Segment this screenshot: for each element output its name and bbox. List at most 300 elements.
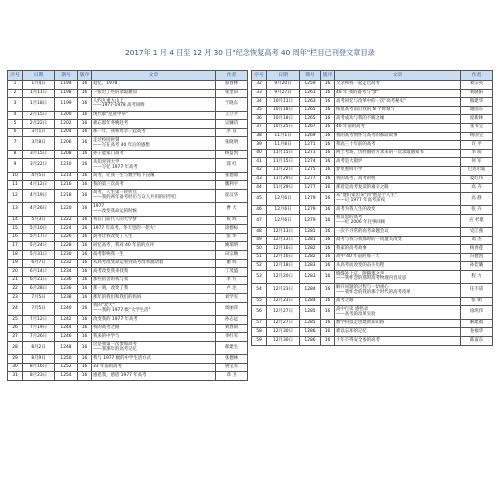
- row-title: 梦里重回小学: [335, 166, 461, 175]
- row-author: 杨春莲: [461, 245, 493, 254]
- row-date: 7月5日: [23, 302, 55, 315]
- row-author: 张 朝: [461, 297, 493, 306]
- row-title: 一张迟了些的录取通知: [92, 89, 216, 98]
- row-date: 12月20日: [267, 271, 300, 284]
- table-row: [8, 81, 248, 90]
- row-title: 十年不得安全参的高考: [335, 337, 461, 346]
- row-issue: 1281: [300, 236, 321, 245]
- table-row: [8, 233, 248, 242]
- row-date: 12月23日: [267, 284, 300, 297]
- row-author: 张 华: [216, 233, 248, 242]
- row-author: 杨益凯: [216, 150, 248, 159]
- row-issue: 1246: [55, 333, 78, 342]
- row-author: 张德林: [216, 355, 248, 364]
- row-author: 曹 天: [216, 203, 248, 216]
- table-row: [252, 306, 493, 319]
- row-issue: 1252: [55, 363, 78, 372]
- table-row: [8, 302, 248, 315]
- row-date: 2月22日: [23, 120, 55, 129]
- row-date: 8月16日: [23, 363, 55, 372]
- row-issue: 1240: [55, 302, 78, 315]
- row-page: 16: [78, 150, 92, 159]
- row-title: 走过校园时刻 ——写在高考 40 年后的感想: [92, 137, 216, 150]
- row-title: 高考是大锻炉: [335, 158, 461, 167]
- row-author: 张奎田: [216, 89, 248, 98]
- row-number: 11: [8, 181, 23, 190]
- row-page: 16: [78, 294, 92, 303]
- row-title: 高考回忆与改革中的一次"高考秘史": [335, 98, 461, 107]
- row-author: 何 军: [461, 158, 493, 167]
- row-date: 12月6日: [267, 206, 300, 215]
- row-author: 邓 卫: [216, 372, 248, 381]
- row-author: 任不诺: [461, 284, 493, 297]
- row-title: 我在门前代人的大学梦: [92, 216, 216, 225]
- row-page: 16: [78, 316, 92, 325]
- row-page: 16: [78, 203, 92, 216]
- row-issue: 1283: [300, 271, 321, 284]
- table-row: [252, 253, 493, 262]
- row-page: 16: [78, 285, 92, 294]
- row-author: 于晓东: [216, 98, 248, 111]
- row-author: 李 萌: [461, 149, 493, 158]
- row-title: 我来的中学与: [92, 333, 216, 342]
- row-title: 追忆，1978: [92, 81, 216, 90]
- row-author: 杨国宝: [461, 132, 493, 141]
- row-number: 25: [8, 316, 23, 325]
- table-row: [8, 189, 248, 202]
- row-title: 1977 年高考，冬天里的一把火！: [92, 225, 216, 234]
- row-date: 2月15日: [23, 111, 55, 120]
- row-author: 巴达尔迪: [461, 166, 493, 175]
- row-author: 孙志远: [216, 316, 248, 325]
- row-page: 16: [321, 115, 335, 124]
- row-number: 52: [252, 262, 267, 271]
- row-issue: 1279: [300, 214, 321, 227]
- row-page: 16: [78, 81, 92, 90]
- row-number: 43: [252, 175, 267, 184]
- header-page: 版序: [78, 71, 92, 81]
- row-issue: 1244: [55, 324, 78, 333]
- row-date: 7月5日: [23, 294, 55, 303]
- row-number: 24: [8, 302, 23, 315]
- row-number: 48: [252, 228, 267, 237]
- row-page: 16: [78, 233, 92, 242]
- row-issue: 1214: [55, 172, 78, 181]
- row-author: 张德福: [216, 172, 248, 181]
- row-author: 张晓明: [216, 137, 248, 150]
- row-date: 11月15日: [267, 158, 300, 167]
- table-row: [252, 284, 493, 297]
- row-number: 45: [252, 192, 267, 205]
- table-row: [8, 355, 248, 364]
- row-number: 27: [8, 333, 23, 342]
- header-author: 作者: [461, 71, 493, 81]
- row-number: 36: [252, 115, 267, 124]
- row-title: 回忆高考，我对 40 年前的点评: [92, 242, 216, 251]
- row-number: 21: [8, 276, 23, 285]
- row-title: 高考让我改变了人生: [92, 233, 216, 242]
- row-page: 16: [321, 166, 335, 175]
- row-issue: 1285: [300, 306, 321, 319]
- row-author: 鲁宝军: [216, 363, 248, 372]
- row-date: 8月9日: [23, 355, 55, 364]
- row-date: 12月23日: [267, 297, 300, 306]
- table-row: [252, 98, 493, 107]
- row-number: 35: [252, 106, 267, 115]
- header-article: 文章: [92, 71, 216, 81]
- table-row: [252, 337, 493, 346]
- row-number: 31: [8, 372, 23, 381]
- row-title: 我家的高考故事: [335, 245, 461, 254]
- row-page: 16: [321, 228, 335, 237]
- row-issue: 1269: [300, 132, 321, 141]
- row-number: 56: [252, 306, 267, 319]
- row-title: 高考与我与我那时的一同遭关改变: [335, 236, 461, 245]
- row-page: 16: [78, 268, 92, 277]
- row-issue: 1230: [55, 251, 78, 260]
- table-row: [8, 251, 248, 260]
- row-page: 16: [321, 236, 335, 245]
- row-title: 我反思的高考 ——纪 2006 年往事回顾: [335, 214, 461, 227]
- row-title: 那些宿舍的我与我: [92, 276, 216, 285]
- table-row: [252, 175, 493, 184]
- row-number: 28: [8, 341, 23, 354]
- row-date: 10月11日: [267, 98, 300, 107]
- table-row: [8, 172, 248, 181]
- row-issue: 1236: [55, 285, 78, 294]
- row-number: 26: [8, 324, 23, 333]
- row-title: 两上考场，历经曲折方求来的一次录取通知书: [335, 149, 461, 158]
- row-page: 16: [321, 319, 335, 328]
- table-row: [8, 111, 248, 120]
- row-page: 16: [78, 137, 92, 150]
- row-page: 16: [321, 132, 335, 141]
- row-date: 11月29日: [267, 175, 300, 184]
- row-date: 11月15日: [267, 149, 300, 158]
- row-date: 8月2日: [23, 341, 55, 354]
- row-issue: 1275: [300, 166, 321, 175]
- header-page: 版序: [321, 71, 335, 81]
- table-row: [252, 123, 493, 132]
- row-title: 40 年 我的备考与"梦": [335, 89, 461, 98]
- row-author: 祝 辉: [216, 216, 248, 225]
- table-row: [8, 285, 248, 294]
- table-header-row: [252, 71, 493, 81]
- row-issue: 1261: [300, 89, 321, 98]
- row-author: 郝建生: [216, 341, 248, 354]
- table-row: [252, 236, 493, 245]
- row-title: 数学科技走创建新知识路: [335, 319, 461, 328]
- row-number: 57: [252, 319, 267, 328]
- row-number: 9: [8, 159, 23, 172]
- row-page: 16: [321, 106, 335, 115]
- row-number: 49: [252, 236, 267, 245]
- row-date: 5月17日: [23, 233, 55, 242]
- row-date: 6月28日: [23, 285, 55, 294]
- row-number: 15: [8, 225, 23, 234]
- row-number: 51: [252, 253, 267, 262]
- row-author: 程 力: [461, 271, 493, 284]
- row-issue: 1283: [300, 262, 321, 271]
- row-number: 50: [252, 245, 267, 254]
- row-page: 16: [321, 306, 335, 319]
- row-title: 感恩我，感恩 1977 年高考: [92, 372, 216, 381]
- row-page: 16: [78, 225, 92, 234]
- row-page: 16: [321, 262, 335, 271]
- row-number: 18: [8, 251, 23, 260]
- header-no: 序号: [252, 71, 267, 81]
- row-date: 7月12日: [23, 316, 55, 325]
- row-date: 12月16日: [267, 245, 300, 254]
- row-author: 崔汉华: [216, 189, 248, 202]
- row-author: 姚瑞明: [216, 242, 248, 251]
- table-row: [252, 192, 493, 205]
- row-page: 16: [78, 172, 92, 181]
- row-page: 16: [78, 242, 92, 251]
- row-title: 我的高考之路: [92, 324, 216, 333]
- table-row: [8, 216, 248, 225]
- table-body-right: [252, 81, 493, 346]
- row-title: 父亲和我一起走过高考: [335, 81, 461, 90]
- row-title: 人约九重九山上 ——1977-1978 高考回眸: [92, 98, 216, 111]
- row-author: 解建福: [461, 319, 493, 328]
- row-date: 5月10日: [23, 225, 55, 234]
- row-author: 卢 达: [216, 285, 248, 294]
- row-author: 刘春雨: [216, 324, 248, 333]
- row-date: 12月27日: [267, 319, 300, 328]
- row-number: 34: [252, 98, 267, 107]
- row-number: 32: [252, 81, 267, 90]
- row-date: 11月1日: [267, 132, 300, 141]
- row-issue: 1277: [300, 175, 321, 184]
- row-number: 12: [8, 189, 23, 202]
- row-date: 9月27日: [267, 89, 300, 98]
- row-page: 16: [78, 189, 92, 202]
- row-date: 11月29日: [267, 184, 300, 193]
- row-number: 8: [8, 150, 23, 159]
- row-title: 从高考改变命运看到高考改革涌动着: [92, 259, 216, 268]
- page-title: 2017年 1 月 4 日至 12 月 30 日"纪念恢复高考 40 周年"栏目已刊登文章目录: [125, 48, 375, 57]
- row-number: 1: [8, 81, 23, 90]
- table-row: [8, 372, 248, 381]
- row-page: 16: [321, 253, 335, 262]
- row-date: 3月8日: [23, 137, 55, 150]
- row-author: 张 卉: [461, 206, 493, 215]
- row-author: 丁茂盛: [216, 268, 248, 277]
- row-number: 40: [252, 149, 267, 158]
- row-number: 16: [8, 233, 23, 242]
- row-issue: 1279: [300, 206, 321, 215]
- row-issue: 1216: [55, 181, 78, 190]
- row-title: 孙子能家门高考: [92, 150, 216, 159]
- table-row: [8, 225, 248, 234]
- row-number: 44: [252, 184, 267, 193]
- row-issue: 1265: [300, 115, 321, 124]
- row-title: 缝缝补上庆，附随那之声 ——我怀念的那时高考物理内容反思: [335, 271, 461, 284]
- row-page: 16: [321, 206, 335, 215]
- table-row: [252, 132, 493, 141]
- row-number: 5: [8, 120, 23, 129]
- row-date: 4月12日: [23, 181, 55, 190]
- row-title: 高中行读 感悟录 ——高考的改革实验: [335, 306, 461, 319]
- article-table-left: [7, 70, 248, 381]
- table-row: [252, 328, 493, 337]
- table-row: [8, 203, 248, 216]
- row-issue: 1210: [55, 159, 78, 172]
- row-page: 16: [321, 149, 335, 158]
- row-number: 38: [252, 132, 267, 141]
- row-title: 那年的我们和我们的妈妈: [92, 294, 216, 303]
- table-header-row: [8, 71, 248, 81]
- row-issue: 1265: [300, 106, 321, 115]
- row-page: 16: [321, 175, 335, 184]
- row-issue: 1218: [55, 189, 78, 202]
- row-issue: 1232: [55, 259, 78, 268]
- row-date: 12月27日: [267, 306, 300, 319]
- row-number: 20: [8, 268, 23, 277]
- row-date: 10月18日: [267, 106, 300, 115]
- row-number: 39: [252, 141, 267, 150]
- row-number: 3: [8, 98, 23, 111]
- row-issue: 1220: [55, 203, 78, 216]
- table-row: [252, 141, 493, 150]
- row-title: 高考，让我一生与数学结下良缘: [92, 172, 216, 181]
- row-page: 16: [78, 355, 92, 364]
- table-row: [252, 106, 493, 115]
- table-row: [8, 259, 248, 268]
- row-page: 16: [78, 372, 92, 381]
- row-page: 16: [321, 337, 335, 346]
- row-title: 现代版"范进中举": [92, 111, 216, 120]
- table-row: [252, 206, 493, 215]
- table-row: [8, 268, 248, 277]
- table-row: [252, 245, 493, 254]
- row-page: 16: [78, 251, 92, 260]
- row-title: 高考之路: [335, 297, 461, 306]
- row-title: 高考为我人生的改变: [335, 206, 461, 215]
- row-date: 12月13日: [267, 228, 300, 237]
- row-number: 2: [8, 89, 23, 98]
- row-issue: 1282: [300, 253, 321, 262]
- row-date: 4月19日: [23, 189, 55, 202]
- table-row: [8, 242, 248, 251]
- row-page: 16: [321, 284, 335, 297]
- row-number: 55: [252, 297, 267, 306]
- row-number: 4: [8, 111, 23, 120]
- table-row: [8, 181, 248, 190]
- row-issue: 1222: [55, 216, 78, 225]
- row-page: 16: [321, 98, 335, 107]
- row-issue: 1242: [55, 316, 78, 325]
- row-date: 1月11日: [23, 89, 55, 98]
- row-title: 那一刻，改变了我: [92, 285, 216, 294]
- row-author: 高 卉: [461, 184, 493, 193]
- header-no: 序号: [8, 71, 23, 81]
- row-page: 16: [78, 181, 92, 190]
- row-issue: 1271: [300, 141, 321, 150]
- row-page: 16: [78, 324, 92, 333]
- header-author: 作者: [216, 71, 248, 81]
- table-row: [252, 184, 493, 193]
- row-title: 高考，人生第一转折点 ——我的两年备考经历与众人共用的同学们: [92, 189, 216, 202]
- table-row: [8, 98, 248, 111]
- row-issue: 1267: [300, 123, 321, 132]
- table-row: [8, 363, 248, 372]
- row-author: 魏利平: [216, 181, 248, 190]
- row-page: 16: [321, 271, 335, 284]
- table-row: [252, 158, 493, 167]
- row-date: 12月6日: [267, 214, 300, 227]
- row-issue: 1254: [55, 372, 78, 381]
- row-number: 22: [8, 285, 23, 294]
- row-number: 59: [252, 337, 267, 346]
- table-row: [8, 159, 248, 172]
- row-author: 张书宝: [461, 123, 493, 132]
- row-author: 李 方: [216, 276, 248, 285]
- row-page: 16: [78, 216, 92, 225]
- row-issue: 1284: [300, 284, 321, 297]
- row-issue: 1279: [300, 192, 321, 205]
- row-date: 11月8日: [267, 141, 300, 150]
- row-page: 16: [78, 363, 92, 372]
- row-number: 33: [252, 89, 267, 98]
- table-row: [8, 137, 248, 150]
- row-issue: 1250: [55, 355, 78, 364]
- row-date: 3月1日: [23, 128, 55, 137]
- row-page: 16: [78, 111, 92, 120]
- row-title: 我的"北大" ——我的 1977 级"大学生活": [92, 302, 216, 315]
- row-number: 19: [8, 259, 23, 268]
- row-page: 16: [321, 328, 335, 337]
- row-issue: 1286: [300, 337, 321, 346]
- row-page: 16: [321, 158, 335, 167]
- table-row: [8, 316, 248, 325]
- header-date: 日期: [23, 71, 55, 81]
- row-title: 高中 40 年前的那一天: [335, 253, 461, 262]
- row-date: 4月26日: [23, 203, 55, 216]
- row-page: 16: [78, 159, 92, 172]
- row-author: 王立平: [216, 111, 248, 120]
- row-number: 10: [8, 172, 23, 181]
- table-row: [252, 319, 493, 328]
- row-number: 47: [252, 214, 267, 227]
- row-title: 那一年，我和母亲一起高考: [92, 128, 216, 137]
- row-author: 刘 杰: [461, 236, 493, 245]
- row-date: 12月30日: [267, 337, 300, 346]
- row-date: 11月22日: [267, 166, 300, 175]
- table-row: [8, 120, 248, 129]
- table-row: [252, 297, 493, 306]
- row-number: 54: [252, 284, 267, 297]
- row-number: 46: [252, 206, 267, 215]
- row-title: 我的高考情怀与高考的那段故事: [335, 132, 461, 141]
- table-row: [8, 341, 248, 354]
- row-date: 10月18日: [267, 115, 300, 124]
- row-number: 41: [252, 158, 267, 167]
- row-date: 3月22日: [23, 159, 55, 172]
- row-issue: 1277: [300, 184, 321, 193]
- row-date: 5月3日: [23, 216, 55, 225]
- row-issue: 1238: [55, 294, 78, 303]
- row-title: 我与 1977 级的中学生活方式: [92, 355, 216, 364]
- row-author: 刘学军: [216, 294, 248, 303]
- row-page: 16: [321, 192, 335, 205]
- row-number: 53: [252, 271, 267, 284]
- row-author: 谢雨东: [461, 106, 493, 115]
- row-issue: 1206: [55, 137, 78, 150]
- row-title: 难以忘却的记忆: [335, 328, 461, 337]
- row-title: 改变我的 1977 年高考: [92, 316, 216, 325]
